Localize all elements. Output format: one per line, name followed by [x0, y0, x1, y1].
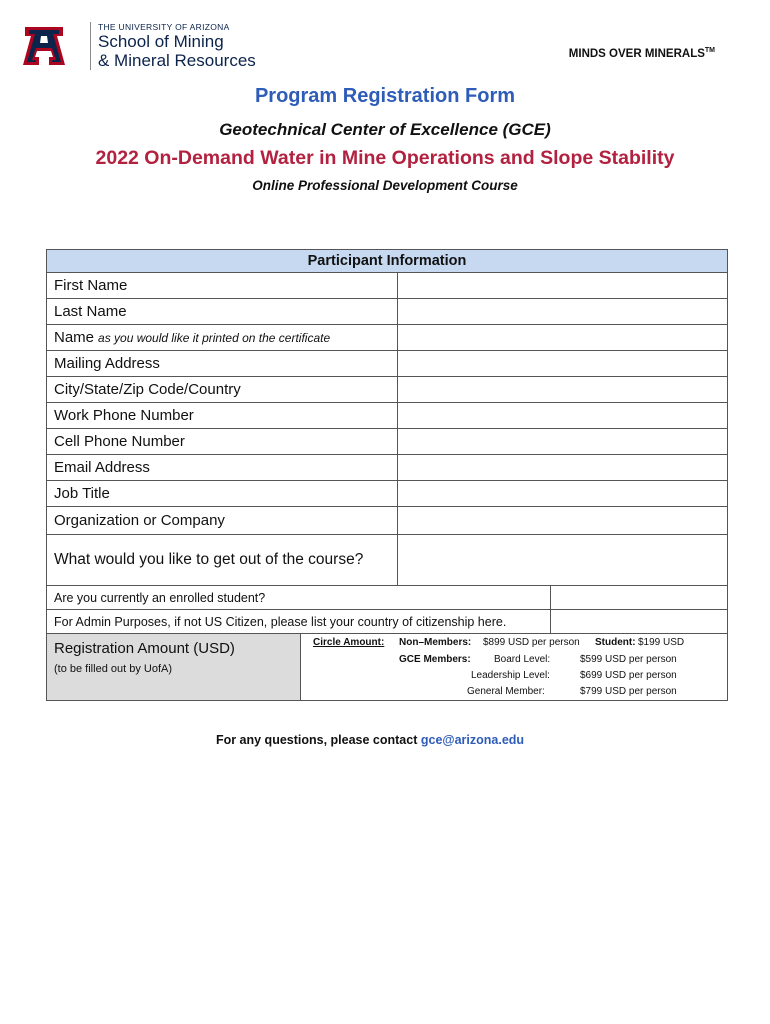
- form-row-email: [47, 455, 727, 481]
- form-row-citizenship: [47, 610, 727, 634]
- field-label: Work Phone Number: [47, 403, 398, 428]
- first-name-field[interactable]: [398, 273, 727, 298]
- board-level-label: Board Level:: [494, 654, 551, 665]
- mailing-address-field[interactable]: [398, 351, 727, 376]
- form-row-first-name: [47, 273, 727, 299]
- registration-title: Registration Amount (USD): [54, 640, 235, 657]
- job-title-field[interactable]: [398, 481, 727, 506]
- section-header: Participant Information: [47, 250, 727, 273]
- tagline: [569, 47, 715, 60]
- contact-email-link[interactable]: gce@arizona.edu: [420, 733, 525, 747]
- last-name-field[interactable]: [398, 299, 727, 324]
- registration-form: [46, 249, 728, 701]
- form-row-mailing-address: [47, 351, 727, 377]
- general-member-label: General Member:: [467, 686, 545, 697]
- circle-amount-label: Circle Amount:: [313, 637, 385, 648]
- organization-field[interactable]: [398, 507, 727, 534]
- contact-text: For any questions, please contact: [215, 733, 418, 747]
- board-level-price[interactable]: $599 USD per person: [580, 654, 677, 665]
- tagline-text: MINDS OVER MINERALS: [568, 47, 705, 60]
- work-phone-field[interactable]: [398, 403, 727, 428]
- student-label: Student:: [595, 637, 636, 648]
- field-label: Organization or Company: [47, 507, 398, 534]
- registration-note: (to be filled out by UofA): [54, 663, 173, 675]
- form-row-city-state-zip: [47, 377, 727, 403]
- field-label: Last Name: [47, 299, 398, 324]
- cell-phone-field[interactable]: [398, 429, 727, 454]
- form-row-cell-phone: [47, 429, 727, 455]
- form-row-job-title: [47, 481, 727, 507]
- school-name-line2: & Mineral Resources: [98, 51, 256, 70]
- field-label-text: Name: [54, 329, 95, 346]
- school-name-line1: School of Mining: [98, 32, 224, 51]
- contact-line: [0, 733, 740, 747]
- leadership-level-label: Leadership Level:: [471, 670, 550, 681]
- student-price[interactable]: $199 USD: [638, 637, 685, 648]
- certificate-name-field[interactable]: [398, 325, 727, 350]
- course-goals-field[interactable]: [398, 535, 727, 585]
- field-label: Are you currently an enrolled student?: [47, 586, 551, 609]
- field-label: [47, 325, 398, 350]
- non-members-label: Non–Members:: [399, 637, 472, 648]
- form-row-organization: [47, 507, 727, 535]
- field-label: What would you like to get out of the course?: [47, 535, 398, 585]
- email-field[interactable]: [398, 455, 727, 480]
- logo-divider: [90, 22, 91, 70]
- citizenship-field[interactable]: [551, 610, 727, 633]
- gce-members-label: GCE Members:: [399, 654, 471, 665]
- course-title: 2022 On-Demand Water in Mine Operations and Slope Stability: [95, 147, 675, 169]
- logo-text: [98, 22, 256, 70]
- form-row-course-goals: [47, 535, 727, 586]
- general-member-price[interactable]: $799 USD per person: [580, 686, 677, 697]
- field-label-note: as you would like it printed on the certificate: [98, 330, 331, 345]
- center-name: Geotechnical Center of Excellence (GCE): [219, 120, 551, 139]
- city-state-zip-field[interactable]: [398, 377, 727, 402]
- trademark: TM: [704, 47, 715, 54]
- form-row-work-phone: [47, 403, 727, 429]
- registration-amount-row: [47, 634, 727, 700]
- field-label: Mailing Address: [47, 351, 398, 376]
- arizona-a-logo-icon: [22, 24, 66, 68]
- form-title: Program Registration Form: [254, 85, 516, 107]
- form-row-student: [47, 586, 727, 610]
- price-options: [301, 634, 727, 700]
- field-label: City/State/Zip Code/Country: [47, 377, 398, 402]
- non-members-price[interactable]: $899 USD per person: [483, 637, 580, 648]
- field-label: For Admin Purposes, if not US Citizen, please list your country of citizenship here.: [47, 610, 551, 633]
- form-row-last-name: [47, 299, 727, 325]
- field-label: First Name: [47, 273, 398, 298]
- student-status-field[interactable]: [551, 586, 727, 609]
- leadership-level-price[interactable]: $699 USD per person: [580, 670, 677, 681]
- field-label: Job Title: [47, 481, 398, 506]
- course-subtitle: Online Professional Development Course: [252, 178, 518, 193]
- form-row-certificate-name: [47, 325, 727, 351]
- field-label: Email Address: [47, 455, 398, 480]
- field-label: Cell Phone Number: [47, 429, 398, 454]
- university-name: THE UNIVERSITY OF ARIZONA: [98, 22, 230, 32]
- registration-amount-label: [47, 634, 301, 700]
